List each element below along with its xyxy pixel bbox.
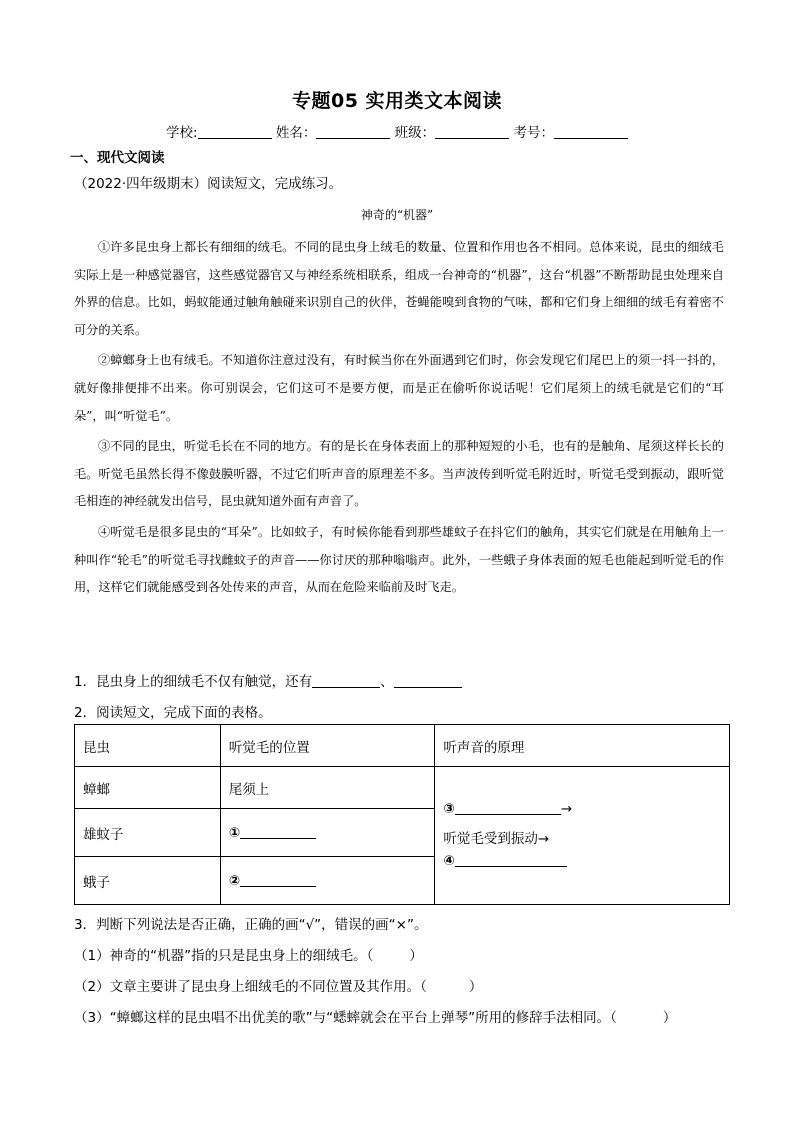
passage-title: 神奇的“机器” <box>360 208 434 222</box>
judge-item-1 <box>74 944 423 964</box>
insect-cell: 雄蚊子 <box>75 809 221 857</box>
answer-blank-table-1[interactable] <box>240 825 316 839</box>
answer-table <box>74 724 730 905</box>
passage-paragraph-3: ③不同的昆虫，听觉毛长在不同的地方。有的是长在身体表面上的那种短短的小毛，也有的是触角、尾须这样长长的毛。听觉毛虽然长得不像鼓膜听器，不过它们听声音的原理差不多。当声波传到听觉毛附近时，听觉毛受到振动，跟听觉毛相连的神经就发出信号，昆虫就知道外面有声音了。 <box>74 439 724 509</box>
judge-item-text: （1）神奇的“机器”指的只是昆虫身上的细绒毛。 <box>74 948 367 964</box>
source-line: （2022·四年级期末）阅读短文，完成练习。 <box>74 176 343 192</box>
question-2-text: 2．阅读短文，完成下面的表格。 <box>74 705 272 721</box>
table-header-cell: 听觉毛的位置 <box>220 725 435 767</box>
table-header-cell: 听声音的原理 <box>435 725 730 767</box>
circled-marker-2: ② <box>228 872 241 889</box>
table-header-row <box>75 725 730 767</box>
school-blank[interactable] <box>198 125 272 139</box>
class-label: 班级： <box>394 125 436 141</box>
page-title: 专题05 实用类文本阅读 <box>291 90 503 112</box>
table-header-cell: 昆虫 <box>75 725 221 767</box>
judge-item-text: （3）“蟑螂这样的昆虫唱不出优美的歌”与“蟋蟀就会在平台上弹琴”所用的修辞手法相同。 <box>74 1010 611 1026</box>
arrow-icon: → <box>560 800 573 817</box>
table-row <box>75 767 730 809</box>
passage-body <box>74 234 724 605</box>
question-1-separator: 、 <box>380 674 394 690</box>
principle-cell <box>435 767 730 905</box>
passage-paragraph-1: ①许多昆虫身上都长有细细的绒毛。不同的昆虫身上绒毛的数量、位置和作用也各不相同。总体来说，昆虫的细绒毛实际上是一种感觉器官，这些感觉器官又与神经系统相联系，组成一台神奇的“机器”，这台“机器”不断帮助昆虫处理来自外界的信息。比如，蚂蚁能通过触角触碰来识别自己的伙伴，苍蝇能嗅到食物的气味，都和它们身上细细的绒毛有着密不可分的关系。 <box>74 240 724 337</box>
judge-paren-close: ） <box>662 1010 677 1026</box>
position-cell <box>220 857 435 905</box>
position-cell: 尾须上 <box>220 767 435 809</box>
question-1-text: 1．昆虫身上的细绒毛不仅有触觉，还有 <box>74 674 313 690</box>
insect-cell: 蛾子 <box>75 857 221 905</box>
answer-blank-table-2[interactable] <box>240 873 316 887</box>
exam-no-blank[interactable] <box>554 125 628 139</box>
judge-item-2 <box>74 975 482 995</box>
principle-step-3 <box>443 801 729 827</box>
answer-blank-4[interactable] <box>455 853 567 867</box>
judge-paren-close: ） <box>409 948 423 964</box>
question-3-text: 3．判断下列说法是否正确，正确的画“√”，错误的画“×”。 <box>74 917 428 933</box>
judge-paren-open: （ <box>420 979 427 995</box>
insect-cell: 蟑螂 <box>75 767 221 809</box>
school-label: 学校: <box>166 125 198 141</box>
student-info-line <box>0 121 794 141</box>
judge-item-text: （2）文章主要讲了昆虫身上细绒毛的不同位置及其作用。 <box>74 979 421 995</box>
passage-paragraph-4: ④听觉毛是很多昆虫的“耳朵”。比如蚊子，有时候你能看到那些雄蚊子在抖它们的触角，其实它们就是在用触角上一种叫作“轮毛”的听觉毛寻找雌蚊子的声音——你讨厌的那种嗡嗡声。此外，一些蛾子身体表面的短毛也能起到听觉毛的作用，这样它们就能感受到各处传来的声音，从而在危险来临前及时飞走。 <box>74 524 724 595</box>
name-label: 姓名： <box>275 125 317 141</box>
answer-blank-3[interactable] <box>455 801 561 815</box>
question-1 <box>74 670 462 690</box>
passage-paragraph-2: ②蟑螂身上也有绒毛。不知道你注意过没有，有时候当你在外面遇到它们时，你会发现它们尾巴上的须一抖一抖的，就好像排便排不出来。你可别误会，它们这可不是要方便，而是正在偷听你说话呢！它们尾须上的绒毛就是它们的“耳朵”，叫“听觉毛”。 <box>74 353 724 423</box>
section-heading: 一、现代文阅读 <box>70 150 165 166</box>
judge-paren-open: （ <box>366 948 374 964</box>
name-blank[interactable] <box>316 125 390 139</box>
judge-paren-open: （ <box>610 1010 617 1026</box>
judge-item-3 <box>74 1006 676 1026</box>
judge-paren-close: ） <box>468 979 483 995</box>
exam-no-label: 考号： <box>513 125 554 141</box>
principle-step-middle: 听觉毛受到振动→ <box>443 830 550 847</box>
principle-step-4 <box>443 853 729 879</box>
circled-marker-4: ④ <box>443 852 455 869</box>
circled-marker-3: ③ <box>443 800 455 817</box>
answer-blank-1a[interactable] <box>312 674 380 688</box>
class-blank[interactable] <box>435 125 509 139</box>
position-cell <box>220 809 435 857</box>
answer-blank-1b[interactable] <box>394 674 462 688</box>
circled-marker-1: ① <box>228 824 241 841</box>
